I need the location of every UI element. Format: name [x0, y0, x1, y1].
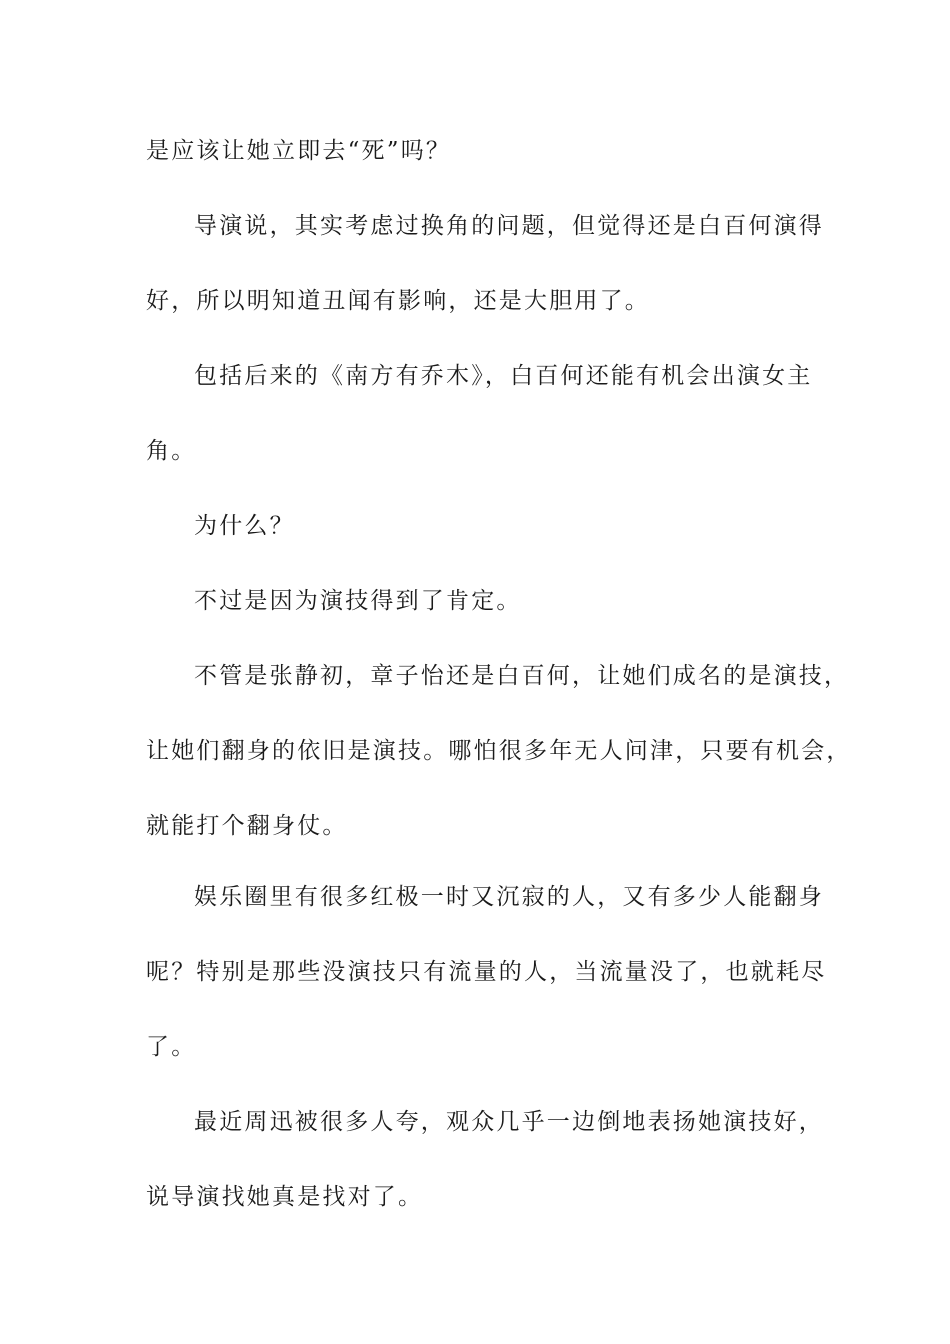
paragraph-start-line: 不管是张静初，章子怡还是白百何，让她们成名的是演技，: [194, 663, 850, 689]
paragraph-start-line: 娱乐圈里有很多红极一时又沉寂的人，又有多少人能翻身: [194, 884, 824, 910]
text-line: 让她们翻身的依旧是演技。哪怕很多年无人问津，只要有机会，: [146, 738, 852, 764]
text-line: 是应该让她立即去“死”吗？: [146, 138, 452, 164]
paragraph-start-line: 不过是因为演技得到了肯定。: [194, 588, 522, 614]
text-line: 好，所以明知道丑闻有影响，还是大胆用了。: [146, 288, 650, 314]
paragraph-start-line: 导演说，其实考虑过换角的问题，但觉得还是白百何演得: [194, 213, 824, 239]
text-line: 了。: [146, 1034, 197, 1060]
text-line: 呢？特别是那些没演技只有流量的人，当流量没了，也就耗尽: [146, 959, 827, 985]
paragraph-start-line: 包括后来的《南方有乔木》，白百何还能有机会出演女主: [194, 363, 813, 389]
paragraph-start-line: 为什么？: [194, 513, 295, 539]
text-line: 就能打个翻身仗。: [146, 813, 348, 839]
paragraph-start-line: 最近周迅被很多人夸，观众几乎一边倒地表扬她演技好，: [194, 1109, 824, 1135]
text-line: 角。: [146, 438, 197, 464]
text-line: 说导演找她真是找对了。: [146, 1184, 424, 1210]
